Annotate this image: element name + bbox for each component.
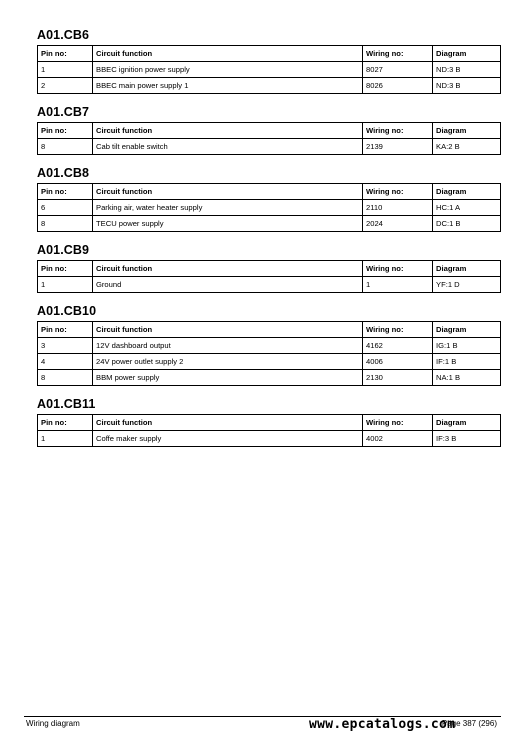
cell-wiring-no: 1 <box>363 277 433 293</box>
pin-table <box>37 183 501 232</box>
cell-diagram: HC:1 A <box>433 200 501 216</box>
table-header-row <box>38 322 501 338</box>
cell-diagram: ND:3 B <box>433 78 501 94</box>
header-pin-no: Pin no: <box>38 322 93 338</box>
cell-circuit-function: 12V dashboard output <box>93 338 363 354</box>
cell-wiring-no: 2024 <box>363 216 433 232</box>
cell-circuit-function: Cab tilt enable switch <box>93 139 363 155</box>
connector-section <box>37 105 500 155</box>
table-header-row <box>38 184 501 200</box>
header-wiring-no: Wiring no: <box>363 322 433 338</box>
header-wiring-no: Wiring no: <box>363 261 433 277</box>
table-header-row <box>38 123 501 139</box>
cell-circuit-function: BBEC main power supply 1 <box>93 78 363 94</box>
header-circuit-function: Circuit function <box>93 322 363 338</box>
header-pin-no: Pin no: <box>38 46 93 62</box>
table-header-row <box>38 415 501 431</box>
connector-section <box>37 28 500 94</box>
connector-section <box>37 304 500 386</box>
table-row <box>38 370 501 386</box>
header-wiring-no: Wiring no: <box>363 415 433 431</box>
table-row <box>38 431 501 447</box>
table-row <box>38 62 501 78</box>
pin-table <box>37 122 501 155</box>
cell-wiring-no: 4002 <box>363 431 433 447</box>
cell-circuit-function: TECU power supply <box>93 216 363 232</box>
cell-pin-no: 6 <box>38 200 93 216</box>
table-row <box>38 277 501 293</box>
header-circuit-function: Circuit function <box>93 261 363 277</box>
cell-pin-no: 8 <box>38 370 93 386</box>
cell-diagram: DC:1 B <box>433 216 501 232</box>
header-diagram: Diagram <box>433 184 501 200</box>
pin-table <box>37 260 501 293</box>
cell-pin-no: 4 <box>38 354 93 370</box>
connector-section <box>37 166 500 232</box>
table-row <box>38 200 501 216</box>
connector-section <box>37 243 500 293</box>
connector-title: A01.CB7 <box>37 105 90 119</box>
footer-page-number: Page 387 (296) <box>441 719 497 728</box>
cell-wiring-no: 8027 <box>363 62 433 78</box>
header-wiring-no: Wiring no: <box>363 46 433 62</box>
header-wiring-no: Wiring no: <box>363 123 433 139</box>
connector-title: A01.CB6 <box>37 28 90 42</box>
table-row <box>38 139 501 155</box>
footer-document-title: Wiring diagram <box>26 719 80 728</box>
cell-pin-no: 1 <box>38 277 93 293</box>
table-header-row <box>38 46 501 62</box>
connector-title: A01.CB8 <box>37 166 90 180</box>
pin-table <box>37 321 501 386</box>
header-circuit-function: Circuit function <box>93 46 363 62</box>
cell-pin-no: 2 <box>38 78 93 94</box>
cell-circuit-function: BBEC ignition power supply <box>93 62 363 78</box>
header-circuit-function: Circuit function <box>93 123 363 139</box>
cell-circuit-function: Ground <box>93 277 363 293</box>
table-header-row <box>38 261 501 277</box>
cell-wiring-no: 8026 <box>363 78 433 94</box>
header-diagram: Diagram <box>433 322 501 338</box>
cell-circuit-function: 24V power outlet supply 2 <box>93 354 363 370</box>
cell-circuit-function: Parking air, water heater supply <box>93 200 363 216</box>
header-diagram: Diagram <box>433 123 501 139</box>
header-pin-no: Pin no: <box>38 184 93 200</box>
connector-title: A01.CB10 <box>37 304 97 318</box>
watermark-logo-text: www.epcatalogs.com <box>309 717 456 732</box>
cell-diagram: IF:1 B <box>433 354 501 370</box>
header-wiring-no: Wiring no: <box>363 184 433 200</box>
header-pin-no: Pin no: <box>38 415 93 431</box>
header-pin-no: Pin no: <box>38 261 93 277</box>
connector-section <box>37 397 500 447</box>
table-row <box>38 338 501 354</box>
pin-table <box>37 45 501 94</box>
header-diagram: Diagram <box>433 415 501 431</box>
table-row <box>38 354 501 370</box>
cell-diagram: IF:3 B <box>433 431 501 447</box>
cell-circuit-function: BBM power supply <box>93 370 363 386</box>
table-row <box>38 78 501 94</box>
cell-pin-no: 8 <box>38 216 93 232</box>
cell-wiring-no: 2130 <box>363 370 433 386</box>
cell-pin-no: 1 <box>38 431 93 447</box>
cell-pin-no: 8 <box>38 139 93 155</box>
cell-wiring-no: 2110 <box>363 200 433 216</box>
cell-diagram: YF:1 D <box>433 277 501 293</box>
cell-pin-no: 3 <box>38 338 93 354</box>
cell-wiring-no: 4006 <box>363 354 433 370</box>
cell-wiring-no: 4162 <box>363 338 433 354</box>
cell-diagram: NA:1 B <box>433 370 501 386</box>
connector-sections <box>37 28 500 458</box>
table-row <box>38 216 501 232</box>
header-diagram: Diagram <box>433 261 501 277</box>
header-pin-no: Pin no: <box>38 123 93 139</box>
header-circuit-function: Circuit function <box>93 184 363 200</box>
cell-diagram: KA:2 B <box>433 139 501 155</box>
header-diagram: Diagram <box>433 46 501 62</box>
cell-diagram: IG:1 B <box>433 338 501 354</box>
connector-title: A01.CB11 <box>37 397 96 411</box>
cell-pin-no: 1 <box>38 62 93 78</box>
connector-title: A01.CB9 <box>37 243 90 257</box>
pin-table <box>37 414 501 447</box>
cell-circuit-function: Coffe maker supply <box>93 431 363 447</box>
header-circuit-function: Circuit function <box>93 415 363 431</box>
cell-wiring-no: 2139 <box>363 139 433 155</box>
cell-diagram: ND:3 B <box>433 62 501 78</box>
